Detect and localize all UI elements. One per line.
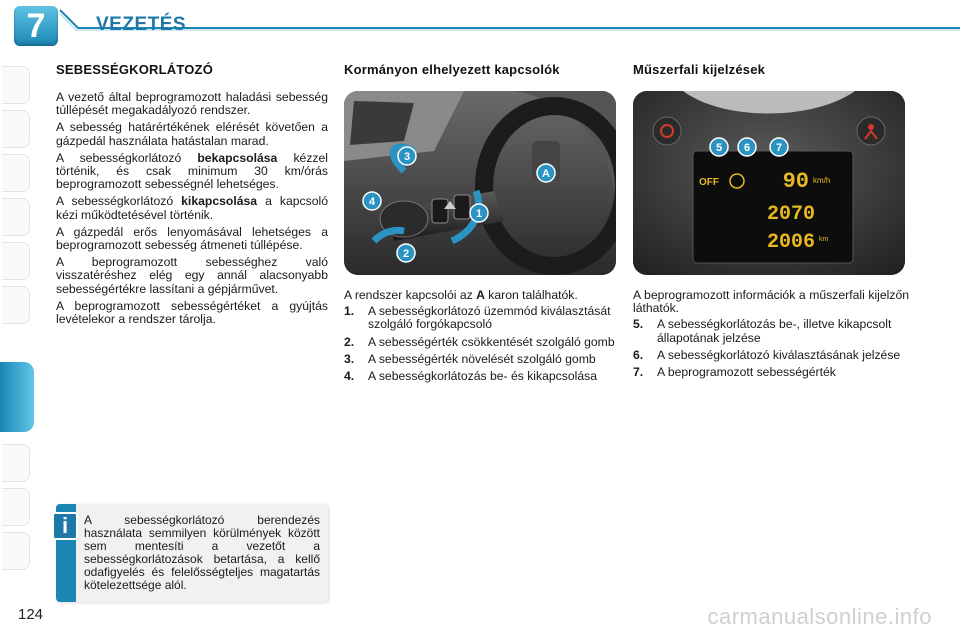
section-title: Műszerfali kijelzések <box>633 62 766 77</box>
text-run: A sebességkorlátozó <box>56 150 198 165</box>
photo-caption: A beprogramozott információk a műszerfali kijelzőn láthatók. <box>633 288 909 316</box>
steering-switch-photo <box>344 91 616 275</box>
chapter-tab[interactable] <box>2 154 30 192</box>
text-run: A sebességkorlátozó <box>56 194 182 209</box>
chapter-tab-rail <box>0 66 34 586</box>
callout-a: A <box>542 168 550 180</box>
legend-text: A sebességkorlátozó kiválasztásának jelzése <box>657 347 901 362</box>
set-speed-value: 90 <box>782 169 809 194</box>
watermark: carmanualsonline.info <box>707 604 932 629</box>
chapter-tab-active[interactable] <box>0 362 34 432</box>
left-column <box>56 62 328 330</box>
info-note-text: A sebességkorlátozó berendezés használata semmilyen körülmények között sem mentesíti a vezetőt a sebességkorlátozások betartása, a kellő odafigyelés és felelősségteljes magatartás kötelezettsége alól. <box>84 513 320 592</box>
middle-column <box>344 62 618 387</box>
text-run: A rendszer kapcsolói az <box>344 288 477 302</box>
legend-text: A beprogramozott sebességérték <box>657 365 836 380</box>
legend-text: A sebességérték csökkentését szolgáló gomb <box>368 334 615 349</box>
legend-item <box>633 366 909 379</box>
chapter-tab[interactable] <box>2 286 30 324</box>
legend-text: A sebességkorlátozó üzemmód kiválasztását szolgáló forgókapcsoló <box>368 304 611 332</box>
chapter-header <box>0 0 960 46</box>
steering-switch-illustration <box>344 91 616 275</box>
callout-7: 7 <box>775 142 783 154</box>
legend-text: A sebességkorlátozás be- és kikapcsolása <box>368 369 597 384</box>
legend-item <box>344 370 618 383</box>
right-column <box>633 62 909 383</box>
paragraph: A vezető által beprogramozott haladási sebesség túllépését megakadályozó rendszer. <box>56 90 328 118</box>
trip-unit: km <box>819 236 829 243</box>
chapter-tab[interactable] <box>2 444 30 482</box>
trip-value: 2006 <box>766 231 815 254</box>
callout-3: 3 <box>403 151 411 163</box>
callout-1: 1 <box>475 208 483 220</box>
bold-term: bekapcsolása <box>197 150 278 165</box>
legend-number: 3. <box>344 351 355 366</box>
chapter-number-badge: 7 <box>14 6 58 46</box>
legend-number: 1. <box>344 304 355 319</box>
info-icon: i <box>52 512 78 540</box>
chapter-tab[interactable] <box>2 532 30 570</box>
legend-text: A sebességérték növelését szolgáló gomb <box>368 351 596 366</box>
text-run: karon találhatók. <box>484 288 578 302</box>
legend-number: 5. <box>633 317 644 332</box>
paragraph <box>56 195 328 221</box>
chapter-tab[interactable] <box>2 110 30 148</box>
photo-caption <box>344 289 618 302</box>
legend-item <box>344 305 618 331</box>
bold-term: kikapcsolása <box>181 194 258 209</box>
dashboard-display-illustration <box>633 91 905 275</box>
paragraph <box>56 152 328 192</box>
callout-6: 6 <box>743 142 751 154</box>
chapter-title: VEZETÉS <box>96 14 187 35</box>
legend-item <box>344 336 618 349</box>
callout-4: 4 <box>368 196 376 208</box>
legend-item <box>344 353 618 366</box>
limiter-off-text: OFF <box>699 177 719 188</box>
page-number: 124 <box>18 606 44 623</box>
info-note-box <box>56 504 328 602</box>
chapter-tab[interactable] <box>2 198 30 236</box>
text-run: a kapcsoló kézi működtetésével történik. <box>56 194 328 222</box>
legend-item <box>633 349 909 362</box>
legend-number: 2. <box>344 334 355 349</box>
paragraph: A sebesség határértékének elérését követően a gázpedál használata hatástalan marad. <box>56 120 328 148</box>
legend-item <box>633 318 909 344</box>
seatbelt-icon <box>868 124 874 130</box>
dashboard-display-photo <box>633 91 905 275</box>
text-run: kézzel történik, és csak minimum 30 km/órás beprogramozott sebességnél lehetséges. <box>56 150 328 192</box>
section-title: SEBESSÉGKORLÁTOZÓ <box>56 62 214 77</box>
section-title: Kormányon elhelyezett kapcsolók <box>344 62 560 77</box>
paragraph: A gázpedál erős lenyomásával lehetséges a beprogramozott sebesség átmeneti túllépése. <box>56 224 328 253</box>
legend-number: 7. <box>633 365 644 380</box>
legend-number: 4. <box>344 369 355 384</box>
paragraph: A beprogramozott sebességhez való visszatéréshez elég egy annál alacsonyabb sebességértékre lassítani a gépjárművet. <box>56 255 328 296</box>
speed-unit: km/h <box>813 176 831 185</box>
chapter-tab[interactable] <box>2 488 30 526</box>
legend-number: 6. <box>633 347 644 362</box>
chapter-tab[interactable] <box>2 242 30 280</box>
paragraph: A beprogramozott sebességértéket a gyújtás levételekor a rendszer tárolja. <box>56 298 328 327</box>
bold-term: A <box>476 288 485 302</box>
callout-5: 5 <box>715 142 723 154</box>
callout-2: 2 <box>402 248 410 260</box>
chapter-tab[interactable] <box>2 66 30 104</box>
odometer-value: 2070 <box>766 203 815 226</box>
legend-text: A sebességkorlátozás be-, illetve kikapcsolt állapotának jelzése <box>657 317 892 345</box>
